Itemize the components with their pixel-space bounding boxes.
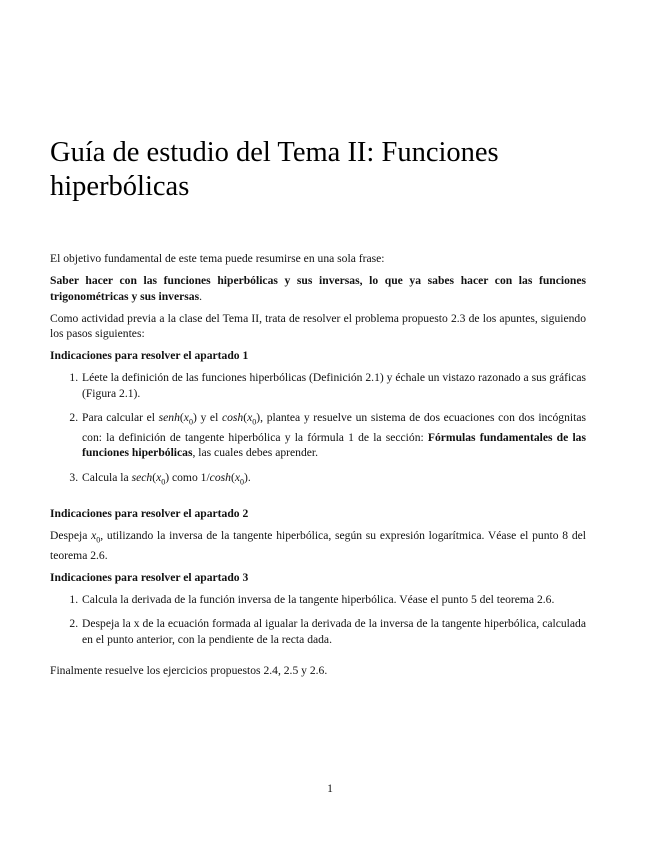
- key-sentence-end: .: [199, 289, 203, 303]
- section2-heading: Indicaciones para resolver el apartado 2: [50, 506, 249, 520]
- math-var: x: [234, 470, 240, 484]
- item-text: , utilizando la inversa de la tangente hiperbólica, según su expresión logarítmica. Véase el punto 8 del teorema 2.6.: [50, 529, 586, 562]
- item-text: Despeja: [50, 529, 92, 543]
- document-body: [50, 251, 586, 685]
- math-func: cosh: [209, 470, 231, 484]
- math-sub: 0: [239, 477, 244, 487]
- list-item: 2. Despeja la x de la ecuación formada al igualar la derivada de la inversa de la tangente hiperbólica, calculada en el punto anterior, con la pendiente de la recta dada.: [81, 616, 586, 647]
- math-var: x: [91, 529, 97, 543]
- math-senh: $senh(x_0)$: [158, 411, 197, 427]
- math-cosh: $\cosh(x_0)$: [221, 411, 261, 427]
- final-paragraph: Finalmente resuelve los ejercicios propuestos 2.4, 2.5 y 2.6.: [50, 664, 328, 678]
- activity-paragraph: Como actividad previa a la clase del Tema II, trata de resolver el problema propuesto 2.3 de los apuntes, siguiendo los pasos siguientes:: [50, 311, 586, 340]
- math-func: cosh: [221, 411, 244, 424]
- intro-paragraph: El objetivo fundamental de este tema puede resumirse en una sola frase:: [50, 252, 385, 265]
- item-text: como 1/: [169, 470, 210, 484]
- math-var: x: [247, 411, 253, 424]
- list-item: 1. Léete la definición de las funciones hiperbólicas (Definición 2.1) y échale un vistazo razonado a sus gráficas (Figura 2.1).: [81, 370, 586, 401]
- math-func: senh: [158, 411, 180, 424]
- list-item: 1. Calcula la derivada de la función inversa de la tangente hiperbólica. Véase el punto 5 del teorema 2.6.: [81, 592, 586, 608]
- item-bold-text: Fórmulas fundamentales de las funciones hiperbólicas: [82, 430, 586, 460]
- math-func: sech: [131, 470, 153, 484]
- item-text: , plantea y resuelve un sistema de dos ecuaciones con dos incógnitas con: la definición de tangente hiperbólica y la fórmula 1 de la sección:: [82, 411, 586, 444]
- section1-list: [50, 370, 586, 490]
- math-sech: $\sec h(x_0)$: [131, 470, 170, 487]
- math-cosh: $\cosh(x_0)$: [209, 470, 248, 487]
- item-text: .: [247, 470, 251, 484]
- section3-list: [50, 592, 586, 648]
- math-var: x: [183, 411, 189, 424]
- math-var: x: [156, 470, 162, 484]
- item-text: , las cuales debes aprender.: [192, 446, 319, 460]
- section3-heading: Indicaciones para resolver el apartado 3: [50, 570, 249, 584]
- item-text: Calcula la: [82, 470, 132, 484]
- page-number: 1: [327, 782, 333, 795]
- list-item: [81, 470, 586, 490]
- key-sentence: [50, 273, 586, 304]
- section1-heading: Indicaciones para resolver el apartado 1: [50, 349, 249, 362]
- page-title: Guía de estudio del Tema II: Funciones hiperbólicas: [50, 137, 499, 202]
- section2-paragraph: [50, 528, 586, 563]
- key-sentence-bold: Saber hacer con las funciones hiperbólicas y sus inversas, lo que ya sabes hacer con las funciones trigonométricas y sus inversas: [50, 274, 586, 303]
- math-sub: 0: [188, 417, 193, 427]
- item-text: Para calcular el: [82, 411, 159, 424]
- math-sub: 0: [252, 417, 257, 427]
- math-sub: 0: [161, 477, 166, 487]
- list-item: [81, 410, 586, 461]
- math-sub: 0: [96, 535, 101, 545]
- item-text: y el: [196, 411, 222, 424]
- math-x0: [91, 529, 101, 545]
